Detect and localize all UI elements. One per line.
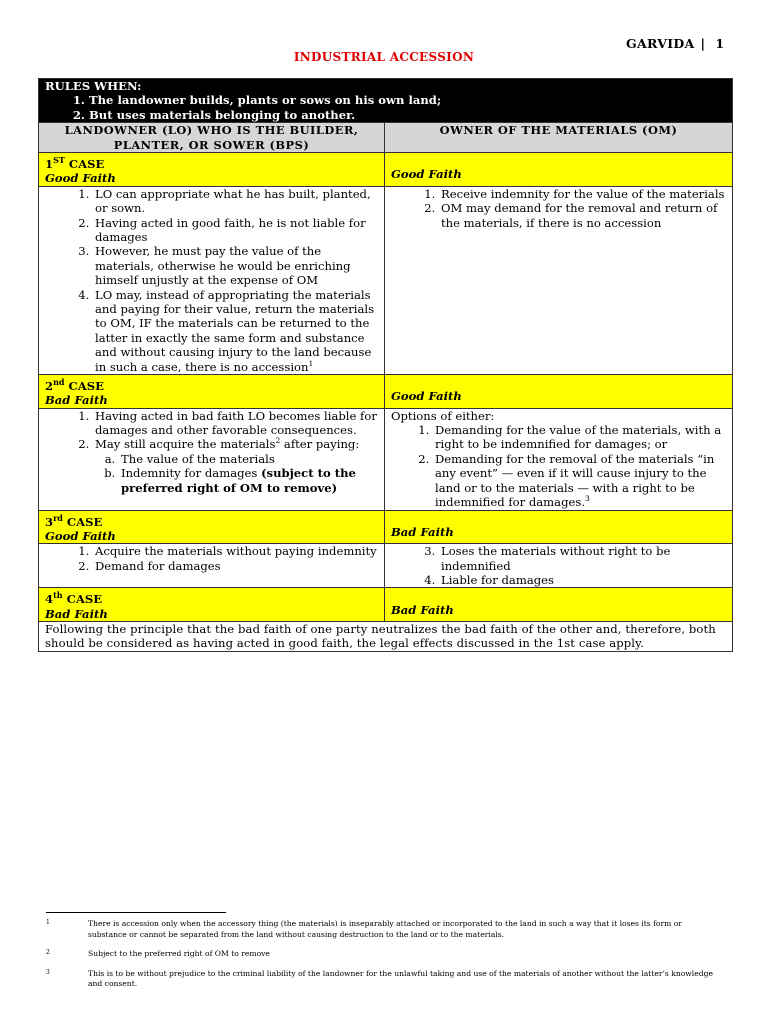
right-rules-list — [391, 423, 726, 509]
footnote-divider — [46, 912, 226, 913]
case-header-row — [39, 588, 733, 622]
right-rules-cell — [385, 544, 733, 588]
left-rules-list — [45, 409, 378, 495]
left-rules-list — [45, 544, 378, 573]
case-label: 1ST CASE — [45, 155, 105, 171]
footnote — [46, 969, 722, 990]
right-rules-list — [391, 544, 726, 587]
final-note-row — [39, 622, 733, 652]
document-title: INDUSTRIAL ACCESSION — [293, 50, 475, 64]
right-faith-cell — [385, 374, 733, 408]
left-rules-list — [45, 187, 378, 374]
page-number: 1 — [715, 36, 725, 51]
column-header-landowner: LANDOWNER (LO) WHO IS THE BUILDER, PLANTER, OR SOWER (BPS) — [39, 123, 385, 153]
rules-row — [39, 79, 733, 123]
rule-item: 1. The landowner builds, plants or sows on his own land; — [89, 93, 726, 107]
right-faith-label: Bad Faith — [391, 602, 454, 617]
final-note: Following the principle that the bad faith of one party neutralizes the bad faith of the other and, therefore, both should be considered as having acted in good faith, the legal effects discussed in the 1st case apply. — [39, 622, 733, 652]
right-faith-label: Bad Faith — [391, 524, 454, 539]
case-header-row — [39, 153, 733, 187]
rule-item: 2. But uses materials belonging to another. — [89, 108, 726, 122]
footnote-text: This is to be without prejudice to the criminal liability of the landowner for the unlawful taking and use of the materials of another without the latter’s knowledge and consent. — [88, 968, 713, 988]
list-item: 2. Demanding for the removal of the materials “in any event” — even if it will cause injury to the land or to the materials — with a right to be indemnified for damages.$^3$ — [433, 452, 726, 510]
footnote — [46, 919, 722, 940]
footnote-number: 1 — [46, 919, 50, 926]
right-faith-cell — [385, 153, 733, 187]
case-body-row — [39, 544, 733, 588]
list-item: 1. LO can appropriate what he has built, planted, or sown. — [93, 187, 378, 216]
left-faith-label: Bad Faith — [45, 393, 108, 408]
list-item: 3. However, he must pay the value of the materials, otherwise he would be enriching himself unjustly at the expense of OM — [93, 244, 378, 287]
right-rules-cell — [385, 408, 733, 510]
case-label: 3rd CASE — [45, 512, 103, 529]
case-label-cell — [39, 510, 385, 544]
left-rules-cell — [39, 408, 385, 510]
list-item: 1. Receive indemnity for the value of the materials — [439, 187, 726, 201]
right-faith-cell — [385, 510, 733, 544]
list-item: 2. Having acted in good faith, he is not liable for damages — [93, 216, 378, 245]
column-header-owner-materials: OWNER OF THE MATERIALS (OM) — [385, 123, 733, 153]
left-faith-label: Bad Faith — [45, 606, 108, 621]
list-item: 2. OM may demand for the removal and return of the materials, if there is no accession — [439, 201, 726, 230]
footnote-number: 3 — [46, 968, 50, 976]
right-rules-cell — [385, 186, 733, 374]
left-faith-label: Good Faith — [45, 171, 116, 186]
case-header-row — [39, 374, 733, 408]
case-header-row — [39, 510, 733, 544]
right-rules-list — [391, 187, 726, 230]
list-item: 2. Demand for damages — [93, 559, 378, 573]
footnote-ref: 3 — [584, 494, 590, 504]
rules-list — [45, 93, 726, 122]
sub-item: a. The value of the materials — [119, 452, 378, 466]
list-item: 2. May still acquire the materials$^2$ after paying: a. The value of the materials b. Indemnity for damages (subject to the preferred right of OM to remove) — [93, 437, 378, 495]
right-faith-cell — [385, 588, 733, 622]
case-body-row — [39, 408, 733, 510]
footnote-ref: 2 — [275, 436, 281, 446]
case-label-cell — [39, 374, 385, 408]
case-label: 2nd CASE — [45, 376, 104, 393]
footnotes — [46, 912, 722, 999]
list-item: 1. Demanding for the value of the materials, with a right to be indemnified for damages; or — [433, 423, 726, 452]
bold-note: (subject to the preferred right of OM to remove) — [121, 466, 356, 495]
right-faith-label: Good Faith — [391, 167, 462, 182]
accession-table — [38, 78, 733, 652]
list-item: 4. LO may, instead of appropriating the materials and paying for their value, return the materials to OM, IF the materials can be returned to the latter in exactly the same form and substance and without causing injury to the land because in such a case, there is no accession$^1$ — [93, 288, 378, 374]
case-label-cell — [39, 153, 385, 187]
page-header — [626, 36, 724, 51]
list-item: 1. Acquire the materials without paying indemnity — [93, 544, 378, 558]
rules-cell — [39, 79, 733, 123]
footnote-text: Subject to the preferred right of OM to remove — [88, 949, 270, 958]
column-headers-row — [39, 123, 733, 153]
case-label-cell — [39, 588, 385, 622]
left-rules-cell — [39, 186, 385, 374]
case-body-row — [39, 186, 733, 374]
footnote-number: 2 — [46, 949, 50, 956]
sub-item: b. Indemnity for damages (subject to the preferred right of OM to remove) — [119, 466, 378, 495]
list-item: 4. Liable for damages — [439, 573, 726, 587]
footnote — [46, 949, 722, 960]
options-intro: Options of either: — [391, 408, 495, 423]
author-name: GARVIDA — [626, 36, 695, 51]
sub-list — [95, 452, 378, 495]
right-faith-label: Good Faith — [391, 389, 462, 404]
left-faith-label: Good Faith — [45, 528, 116, 543]
header-separator: | — [700, 36, 706, 51]
rules-heading: RULES WHEN: — [45, 79, 142, 93]
left-rules-cell — [39, 544, 385, 588]
footnote-ref: 1 — [308, 358, 314, 368]
list-item: 3. Loses the materials without right to be indemnified — [439, 544, 726, 573]
list-item: 1. Having acted in bad faith LO becomes liable for damages and other favorable consequences. — [93, 409, 378, 438]
case-label: 4th CASE — [45, 590, 103, 607]
footnote-text: There is accession only when the accessory thing (the materials) is inseparably attached or incorporated to the land in such a way that it loses its form or substance or cannot be separated from the land without causing destruction to the land or to the materials. — [88, 919, 682, 939]
